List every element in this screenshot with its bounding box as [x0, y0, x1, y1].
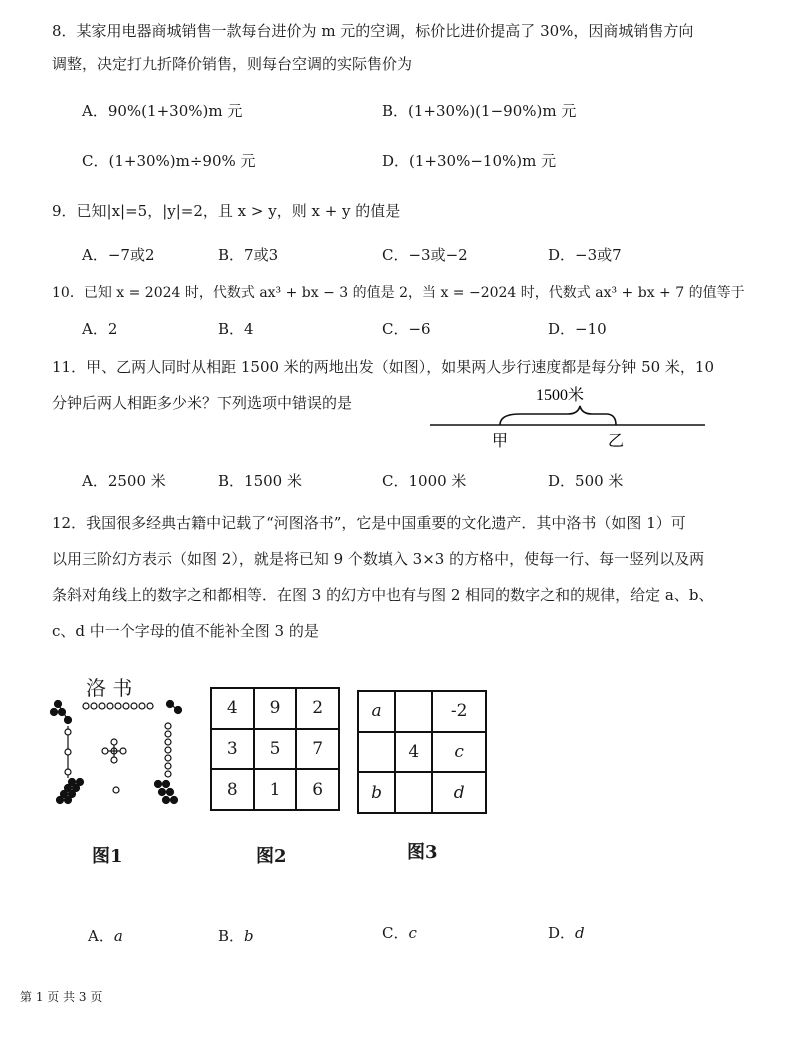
luoshu-title: 洛 书 [86, 676, 133, 700]
q11-option-d: D．500 米 [548, 472, 624, 490]
q11-text-line2: 分钟后两人相距多少米？下列选项中错误的是 [52, 394, 353, 412]
fig3-cell: 4 [395, 732, 432, 773]
fig2-cell: 9 [254, 688, 297, 729]
q8-text-line1: 8．某家用电器商城销售一款每台进价为 m 元的空调，标价比进价提高了 30%，因商城销售方向 [52, 22, 694, 40]
q11-option-b: B．1500 米 [218, 472, 302, 490]
q8-option-d: D．(1+30%−10%)m 元 [382, 152, 557, 170]
q12-text-line4: c、d 中一个字母的值不能补全图 3 的是 [52, 622, 319, 640]
fig3-cell [358, 732, 395, 773]
distance-label: 1500米 [535, 387, 585, 404]
luoshu-diagram [46, 698, 196, 810]
q9-option-b: B．7或3 [218, 246, 279, 264]
fig3-cell: b [358, 772, 395, 813]
q9-option-c: C．−3或−2 [382, 246, 468, 264]
q8-option-c: C．(1+30%)m÷90% 元 [82, 152, 256, 170]
q10-option-a: A．2 [82, 320, 118, 338]
q8-text-line2: 调整，决定打九折降价销售，则每台空调的实际售价为 [52, 55, 413, 73]
fig2-cell: 5 [254, 729, 297, 770]
fig3-cell: a [358, 691, 395, 732]
q9-option-d: D．−3或7 [548, 246, 622, 264]
caption-fig1: 图1 [92, 846, 123, 867]
caption-fig2: 图2 [256, 846, 287, 867]
fig3-cell: d [432, 772, 486, 813]
q10-option-b: B．4 [218, 320, 254, 338]
q10-option-c: C．−6 [382, 320, 431, 338]
fig3-cell [395, 772, 432, 813]
label-jia: 甲 [491, 433, 509, 450]
q12-text-line1: 12．我国很多经典古籍中记载了“河图洛书”，它是中国重要的文化遗产．其中洛书（如图 1）可 [52, 514, 686, 532]
label-yi: 乙 [607, 433, 625, 450]
q12-option-c: C．c [382, 924, 417, 942]
q8-option-a: A．90%(1+30%)m 元 [82, 102, 243, 120]
q12-option-b: B．b [218, 927, 254, 945]
caption-fig3: 图3 [407, 842, 438, 863]
fig2-cell: 3 [211, 729, 254, 770]
q12-text-line2: 以用三阶幻方表示（如图 2），就是将已知 9 个数填入 3×3 的方格中，使每一行、每一竖列以及两 [52, 550, 705, 568]
q11-option-c: C．1000 米 [382, 472, 467, 490]
q12-text-line3: 条斜对角线上的数字之和都相等．在图 3 的幻方中也有与图 2 相同的数字之和的规律，给定 a、b、 [52, 586, 714, 604]
q10-text: 10．已知 x = 2024 时，代数式 ax³ + bx − 3 的值是 2，当 x = −2024 时，代数式 ax³ + bx + 7 的值等于 [52, 285, 745, 301]
q11-text-line1: 11．甲、乙两人同时从相距 1500 米的两地出发（如图），如果两人步行速度都是每分钟 50 米，10 [52, 358, 715, 376]
fig3-cell [395, 691, 432, 732]
fig3-cell: -2 [432, 691, 486, 732]
distance-brace [500, 406, 616, 425]
q10-option-d: D．−10 [548, 320, 607, 338]
fig2-cell: 1 [254, 769, 297, 810]
fig3-cell: c [432, 732, 486, 773]
fig2-cell: 4 [211, 688, 254, 729]
q11-distance-diagram [420, 378, 720, 450]
q8-option-b: B．(1+30%)(1−90%)m 元 [382, 102, 577, 120]
q9-text: 9．已知|x|=5，|y|=2，且 x > y，则 x + y 的值是 [52, 202, 401, 220]
q12-option-d: D．d [548, 924, 585, 942]
fig2-cell: 8 [211, 769, 254, 810]
q12-option-a: A．a [88, 927, 123, 945]
fig2-cell: 2 [296, 688, 339, 729]
q11-option-a: A．2500 米 [82, 472, 166, 490]
magic-square-fig3 [357, 690, 487, 814]
fig2-cell: 6 [296, 769, 339, 810]
fig2-cell: 7 [296, 729, 339, 770]
page-footer: 第 1 页 共 3 页 [20, 990, 103, 1004]
magic-square-fig2 [210, 687, 340, 811]
q9-option-a: A．−7或2 [82, 246, 155, 264]
